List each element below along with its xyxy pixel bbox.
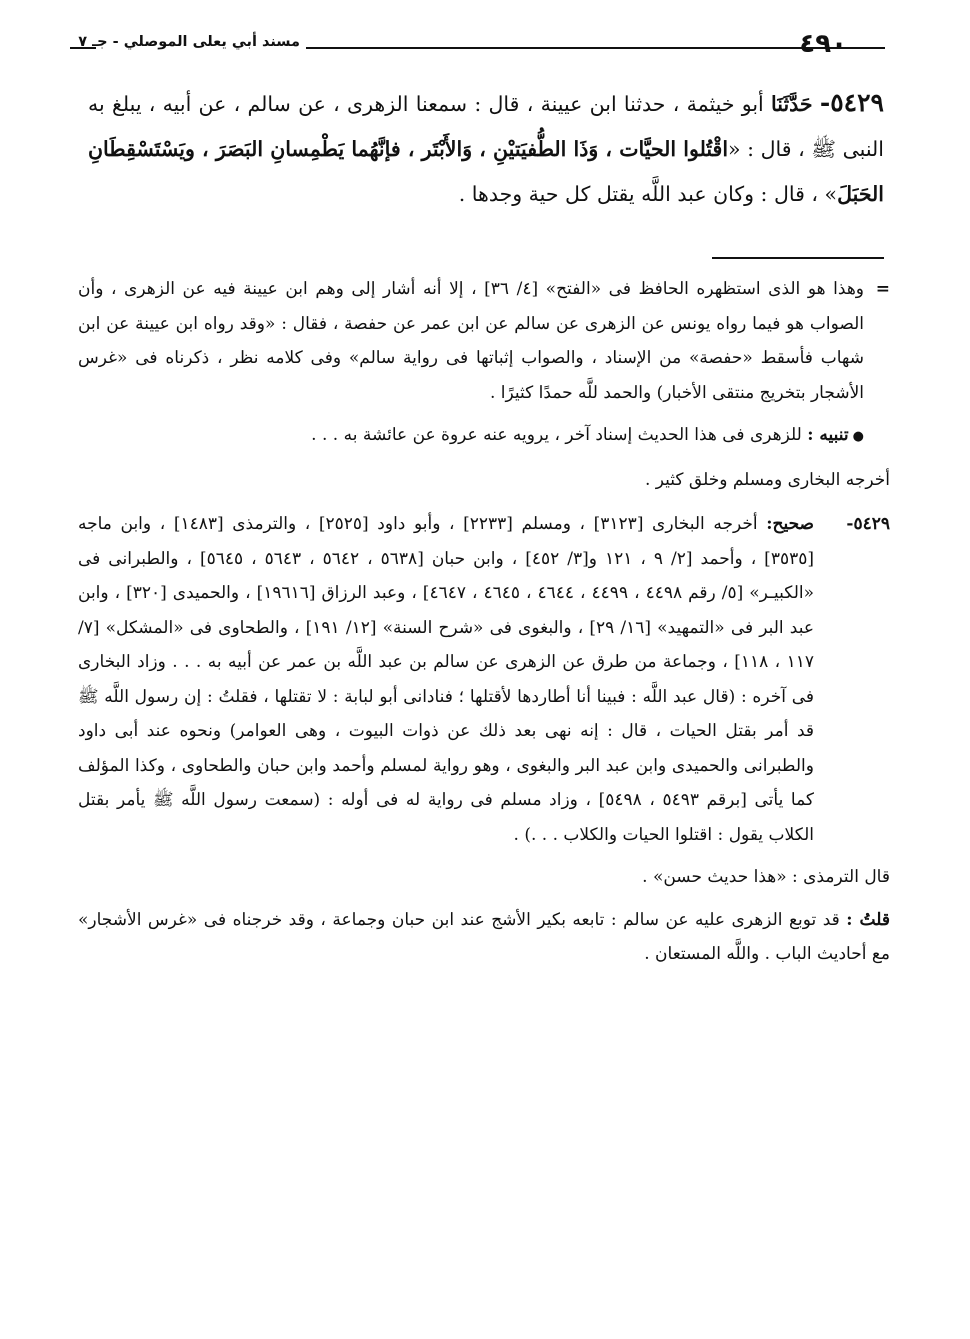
tanbih-label: تنبيه : xyxy=(807,425,849,445)
takhrij-note xyxy=(78,507,890,852)
book-title: مسند أبي يعلى الموصلي - جـ ٧ xyxy=(78,34,300,50)
continuation-marker: = xyxy=(875,279,890,299)
hadith-opening: حَدَّثَنَا xyxy=(771,92,813,116)
tanbih-text: للزهرى فى هذا الحديث إسناد آخر ، يرويه عنه عروة عن عائشة به . . . xyxy=(311,425,802,445)
hadith-ending: » ، قال : وكان عبد اللَّه يقتل كل حية وجدها . xyxy=(458,182,838,206)
qultu-label: قلتُ : xyxy=(846,909,890,930)
hadith-number: ٥٤٢٩- xyxy=(819,88,884,117)
footnote-separator xyxy=(712,257,884,259)
running-head xyxy=(70,30,885,66)
bullet-icon: ● xyxy=(852,429,864,444)
takhrij-text: أخرجه البخارى [٣١٢٣] ، ومسلم [٢٢٣٣] ، وأبو داود [٢٥٢٥] ، والترمذى [١٤٨٣] ، وابن ماجه [٣٥٣٥] ، وأحمد [٢/ ٩ ، ١٢١ و[٣/ ٤٥٢] ، وابن حبان [٥٦٣٨ ، ٥٦٤٢ ، ٥٦٤٣ ، ٥٦٤٥] ، والطبرانى فى «الكبيـر» [٥/ رقم ٤٤٩٨ ، ٤٤٩٩ ، ٤٦٤٤ ، ٤٦٤٥ ، ٤٦٤٧] ، وعبد الرزاق [١٩٦١٦] ، والحميدى [٣٢٠] ، وابن عبد البر فى «التمهيد» [١٦/ ٢٩] ، والبغوى فى «شرح السنة» [١٢/ ١٩١] ، والطحاوى فى «المشكل» [٧/ ١١٧ ، ١١٨] ، وجماعة من طرق عن الزهرى عن سالم بن عبد اللَّه بن عمر عن أبيه به . . . وزاد البخارى فى آخره : (قال عبد اللَّه : فبينا أنا أطاردها لأقتلها ؛ فنادانى أبو لبابة : لا تقتلها ، فقلتُ : إن رسول اللَّه ﷺ قد أمر بقتل الحيات ، قال : إنه نهى بعد ذلك عن ذوات البيوت ، وهى العوامر) ونحوه عند أبى داود والطبرانى والحميدى وابن عبد البر والبغوى ، وهو رواية لمسلم وأحمد وابن حبان والطحاوى ، وكذا المؤلف كما يأتى [برقم ٥٤٩٣ ، ٥٤٩٨] ، وزاد مسلم فى رواية له فى أوله : (سمعت رسول اللَّه ﷺ يأمر بقتل الكلاب يقول : اقتلوا الحيات والكلاب . . .) . xyxy=(78,514,815,845)
tirmidhi-note: قال الترمذى : «هذا حديث حسن» . xyxy=(642,867,890,887)
takhrij-grade: صحيح: xyxy=(766,514,814,534)
hadith-chain: أبو خيثمة ، حدثنا ابن عيينة ، قال : سمعنا الزهرى ، عن سالم ، عن أبيه ، يبلغ به النبى ﷺ ، قال : « xyxy=(88,92,884,161)
hadith-matn: اقْتُلوا الحيَّات ، وَذَا الطُّفيَتيْنِ ، وَالأَبْتَر ، فإنَّهُما يَطْمِسانِ البَصَرَ ، ويَسْتَسْقِطَانِ الحَبَلَ xyxy=(88,137,884,206)
takhrij-number: ٥٤٢٩- xyxy=(846,514,890,534)
continued-note xyxy=(78,272,890,410)
qultu-note xyxy=(78,903,890,972)
hadith-text xyxy=(88,80,884,217)
continued-note-text: وهذا هو الذى استظهره الحافظ فى «الفتح» [٤/ ٣٦] ، إلا أنه أشار إلى وهم ابن عيينة فيه عن الزهرى ، وأن الصواب هو فيما رواه يونس عن الزهرى عن سالم عن ابن عمر عن حفصة ، فقال : «وقد رواه ابن عيينة عن ابن شهاب فأسقط «حفصة» من الإسناد ، والصواب إثباتها فى رواية سالم» وفى كلامه نظر ، ذكرناه فى «غرس الأشجار بتخريج منتقى الأخبار) والحمد للَّه حمدًا كثيرًا . xyxy=(78,279,864,403)
header-rule xyxy=(306,47,856,49)
tanbih-note xyxy=(78,418,890,455)
page-number: ٤٩٠ xyxy=(799,29,847,59)
qultu-text: قد توبع الزهرى عليه عن سالم : تابعه بكير الأشج عند ابن حبان وجماعة ، وقد خرجناه فى «غرس الأشجار» مع أحاديث الباب . واللَّه المستعان . xyxy=(78,909,890,964)
footnotes xyxy=(78,272,890,972)
akhrajahu-note: أخرجه البخارى ومسلم وخلق كثير . xyxy=(644,469,890,490)
header-rule xyxy=(855,47,885,49)
